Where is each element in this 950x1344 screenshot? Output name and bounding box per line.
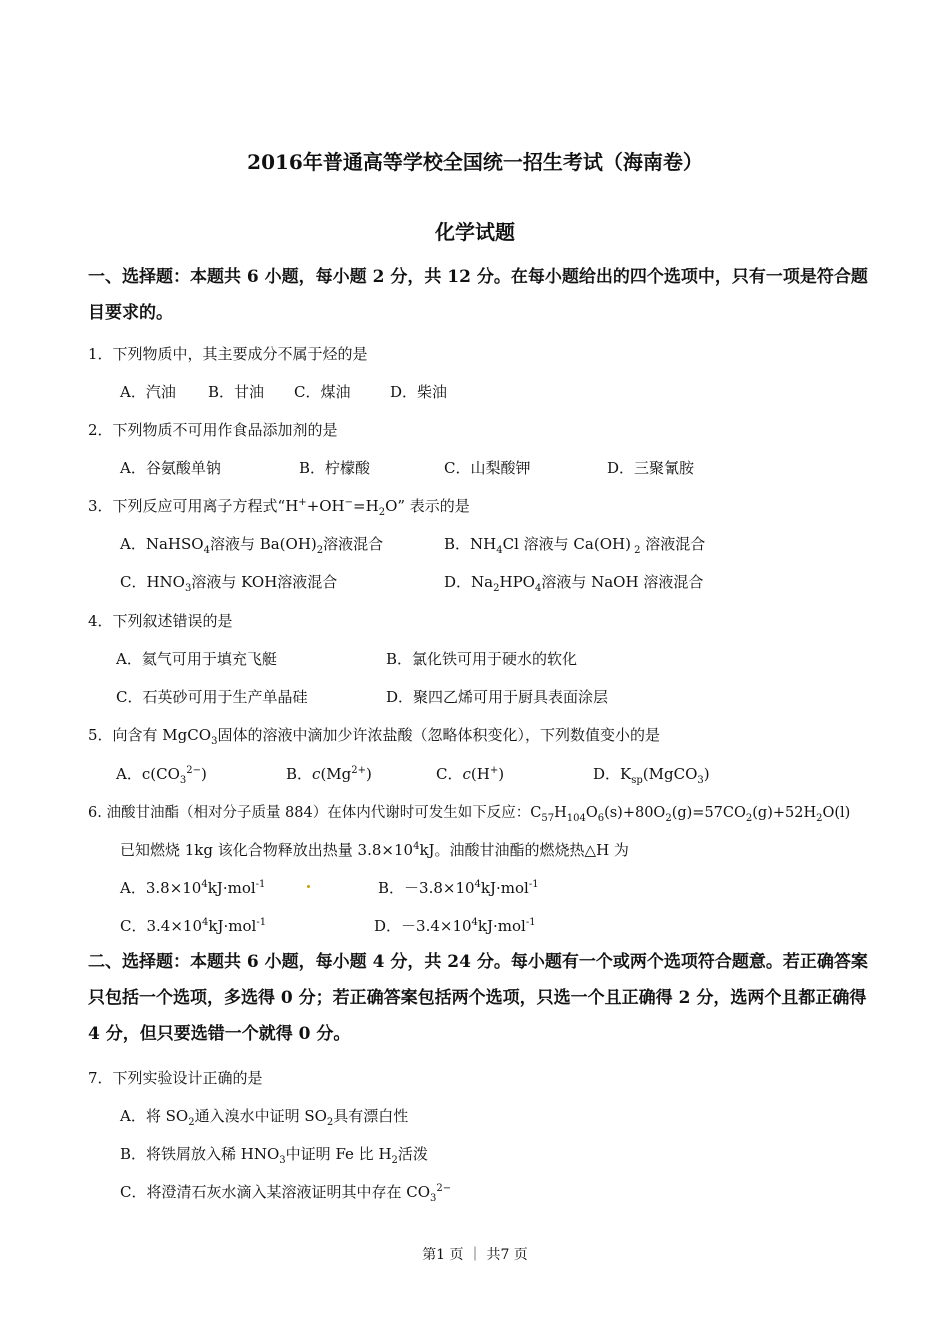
- question-7-option-b: B．将铁屑放入稀 $HNO_3$中证明 Fe 比 $H_2$活泼: [120, 1145, 428, 1166]
- question-5-option-c: C．c(H+): [436, 765, 505, 783]
- question-7-stem: 7．下列实验设计正确的是: [88, 1069, 263, 1087]
- stray-mark: [307, 885, 310, 888]
- question-2-option-c: C．山梨酸钾: [444, 459, 531, 477]
- question-5-stem: 5．向含有 MgCO$_3$固体的溶液中滴加少许浓盐酸（忽略体积变化），下列数值变小的是: [88, 726, 660, 747]
- question-1-option-a: A．汽油: [120, 383, 176, 401]
- question-3-stem: 3．下列反应可用离子方程式“$H^++OH^-=H_2O$” 表示的是: [88, 497, 470, 518]
- question-6-option-c: C．$3.4\times 10^4kJ\cdot mol^{-1}$: [120, 917, 267, 935]
- question-5-option-a: A．$c(CO_3^{2-})$: [116, 765, 207, 786]
- question-4-stem: 4．下列叙述错误的是: [88, 612, 233, 630]
- question-4-option-d: D．聚四乙烯可用于厨具表面涂层: [386, 688, 609, 706]
- question-3-option-b: B．$NH_4Cl$ 溶液与 Ca(OH) $_2$ 溶液混合: [444, 535, 706, 556]
- question-6-stem-line-2: 已知燃烧 1kg 该化合物释放出热量 $3.8\times 10^4kJ$。油酸甘油酯的燃烧热△H 为: [120, 841, 629, 859]
- question-1-option-d: D．柴油: [390, 383, 448, 401]
- question-1-stem: 1．下列物质中，其主要成分不属于烃的是: [88, 345, 368, 363]
- question-3-option-a: A．NaHSO$_4$溶液与 $Ba(OH)_2$溶液混合: [120, 535, 384, 556]
- question-2-option-b: B．柠檬酸: [299, 459, 371, 477]
- question-2-option-d: D．三聚氰胺: [607, 459, 695, 477]
- question-6-option-d: D．$-3.4\times 10^4kJ\cdot mol^{-1}$: [374, 917, 536, 935]
- question-7-option-a: A．将 $SO_2$通入溴水中证明 $SO_2$具有漂白性: [120, 1107, 409, 1128]
- question-3-option-c: C．$HNO_3$溶液与 KOH溶液混合: [120, 573, 338, 594]
- question-1-option-b: B．甘油: [208, 383, 265, 401]
- question-7-option-c: C．将澄清石灰水滴入某溶液证明其中存在 $CO_3^{2-}$: [120, 1183, 452, 1204]
- question-3-option-d: D．$Na_2HPO_4$溶液与 NaOH 溶液混合: [444, 573, 704, 594]
- question-6-option-a: A．$3.8\times 10^4kJ\cdot mol^{-1}$: [120, 879, 266, 897]
- question-4-option-c: C．石英砂可用于生产单晶硅: [116, 688, 308, 706]
- question-2-stem: 2．下列物质不可用作食品添加剂的是: [88, 421, 338, 439]
- page-title: 2016年普通高等学校全国统一招生考试（海南卷）: [247, 150, 703, 174]
- question-2-option-a: A．谷氨酸单钠: [120, 459, 221, 477]
- question-4-option-b: B．氯化铁可用于硬水的软化: [386, 650, 578, 668]
- question-5-option-d: D．$K_{sp}(MgCO_3)$: [593, 765, 710, 786]
- section-2-heading: 二、选择题：本题共 6 小题，每小题 4 分，共 24 分。每小题有一个或两个选项符合题意。若正确答案只包括一个选项，多选得 0 分；若正确答案包括两个选项，只选一个且正确得 2 分，选两个且都正确得 4 分，但只要选错一个就得 0 分。: [88, 952, 868, 1044]
- question-4-option-a: A．氦气可用于填充飞艇: [116, 650, 277, 668]
- page-subtitle: 化学试题: [435, 220, 515, 244]
- section-1-heading: 一、选择题：本题共 6 小题，每小题 2 分，共 12 分。在每小题给出的四个选项中，只有一项是符合题目要求的。: [88, 267, 868, 323]
- question-5-option-b: B．$c(Mg^{2+})$: [286, 765, 372, 783]
- question-6-option-b: B．$-3.8\times 10^4kJ\cdot mol^{-1}$: [378, 879, 539, 897]
- page-footer: 第1 页 ｜ 共7 页: [422, 1247, 528, 1263]
- question-6-stem: 6. 油酸甘油酯（相对分子质量 884）在体内代谢时可发生如下反应：$C_{57}H_{104}O_6(s)+80O_2(g)=57CO_2(g)+52H_2O(l)$: [88, 805, 851, 824]
- question-1-option-c: C．煤油: [294, 383, 351, 401]
